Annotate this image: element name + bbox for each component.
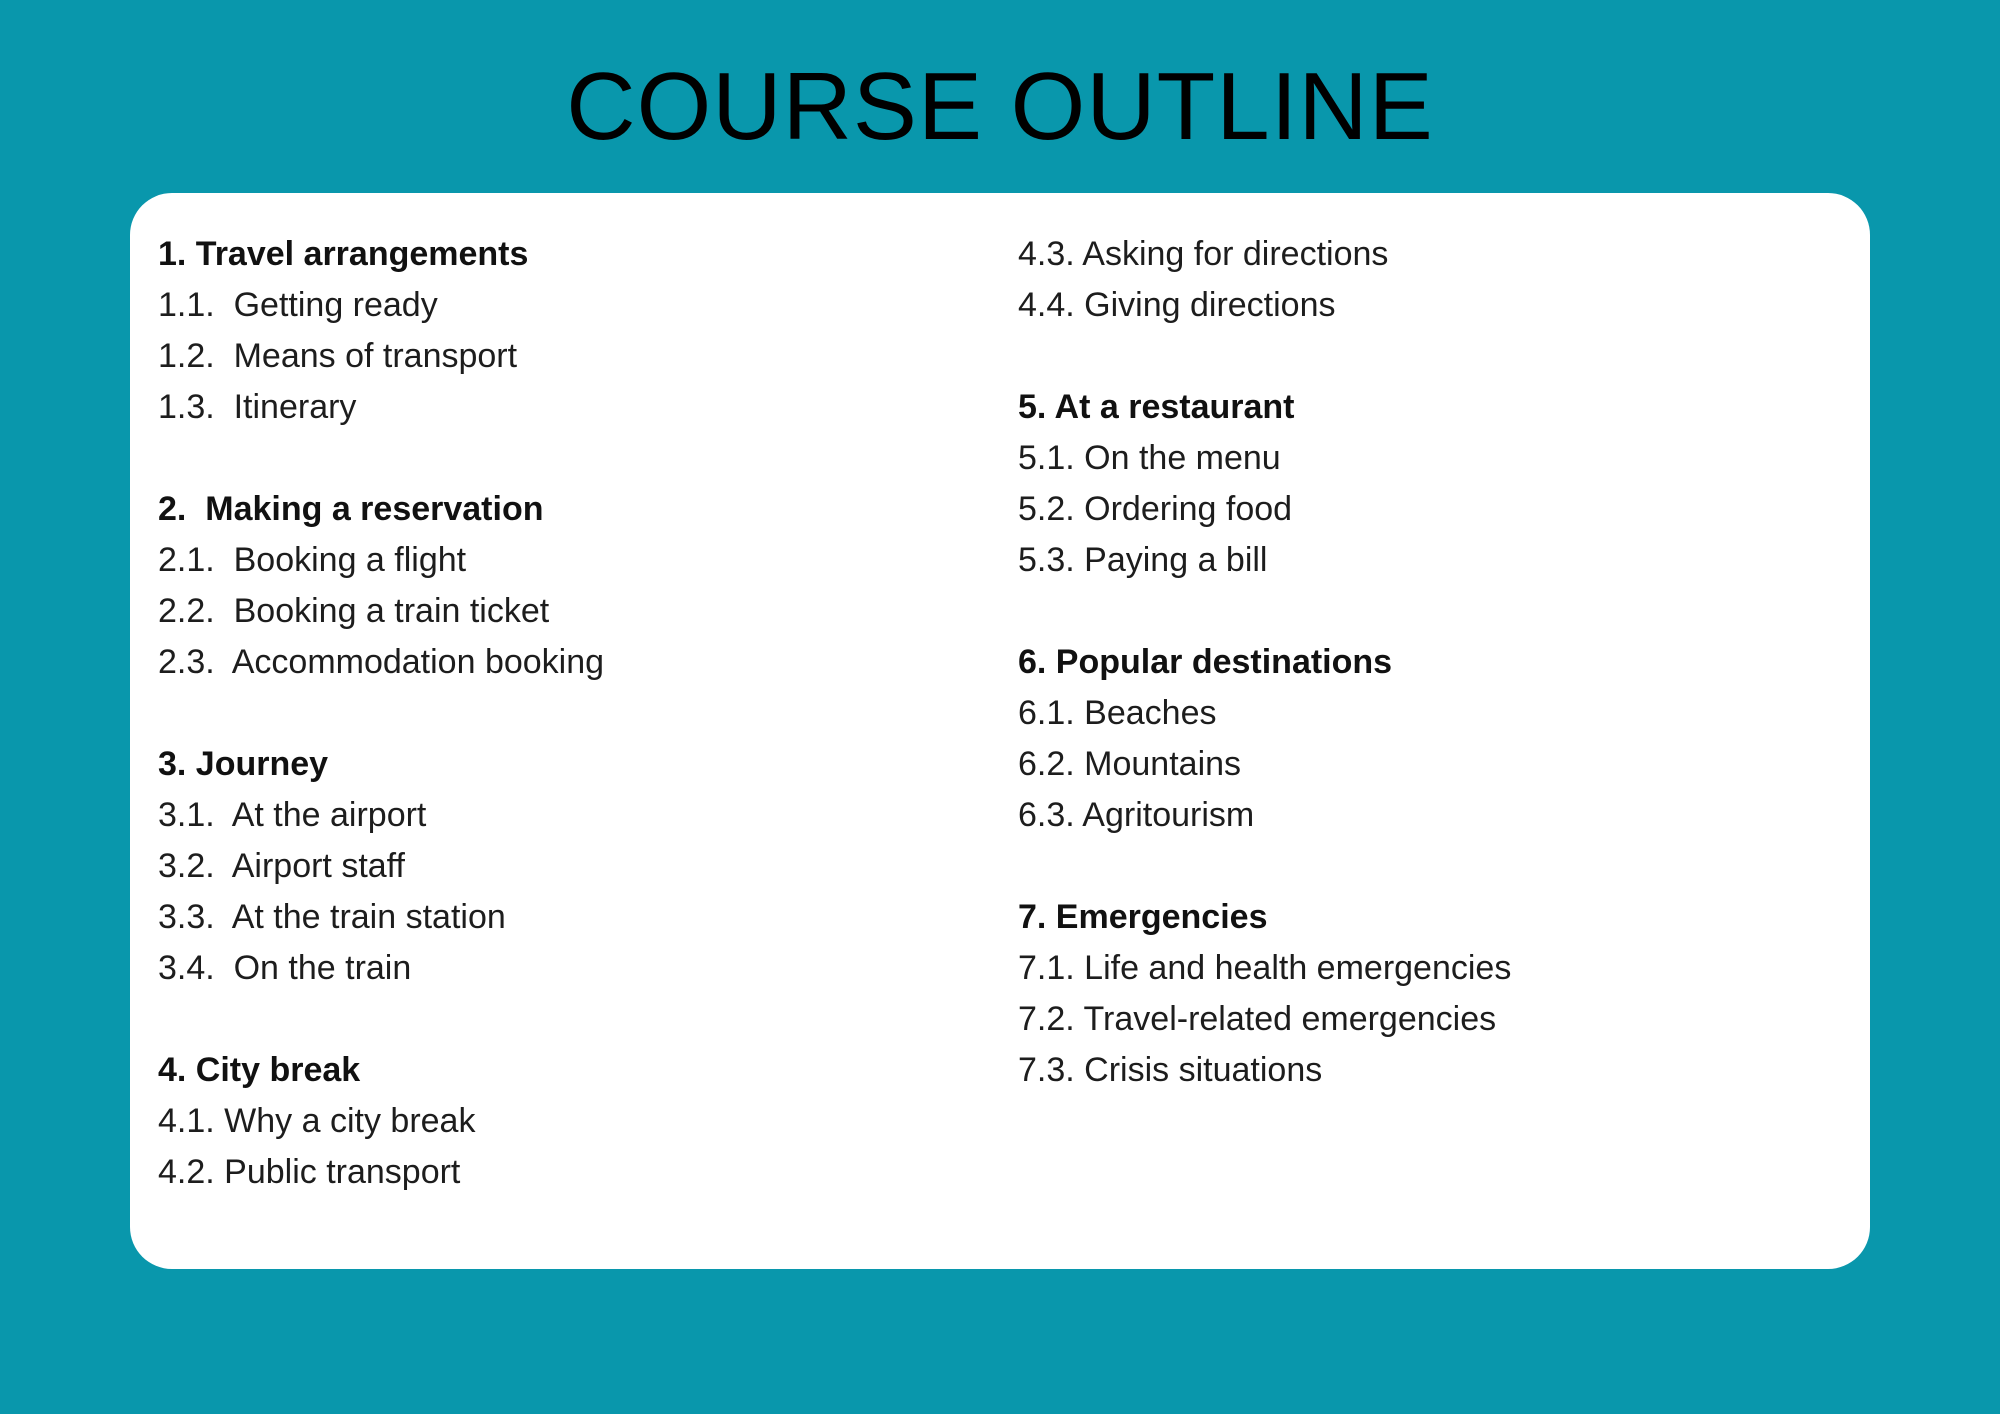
outline-item: 3.2. Airport staff xyxy=(158,847,405,885)
section-travel-arrangements xyxy=(158,229,1018,433)
section-at-a-restaurant xyxy=(1018,382,1840,586)
outline-item: 4.1. Why a city break xyxy=(158,1102,476,1140)
outline-item: 5.1. On the menu xyxy=(1018,439,1281,477)
outline-item: 6.3. Agritourism xyxy=(1018,796,1255,834)
outline-card xyxy=(130,193,1870,1269)
section-city-break-continued xyxy=(1018,229,1840,331)
outline-item: 7.2. Travel-related emergencies xyxy=(1018,1000,1497,1038)
section-heading: 3. Journey xyxy=(158,745,329,783)
outline-item: 1.1. Getting ready xyxy=(158,286,438,324)
section-heading: 2. Making a reservation xyxy=(158,490,544,528)
outline-item: 6.1. Beaches xyxy=(1018,694,1217,732)
outline-item: 1.3. Itinerary xyxy=(158,388,357,426)
outline-item: 3.4. On the train xyxy=(158,949,412,987)
section-journey xyxy=(158,739,1018,994)
section-heading: 7. Emergencies xyxy=(1018,898,1268,936)
outline-column-left xyxy=(158,229,1018,1269)
outline-item: 2.2. Booking a train ticket xyxy=(158,592,550,630)
outline-item: 3.3. At the train station xyxy=(158,898,506,936)
section-heading: 6. Popular destinations xyxy=(1018,643,1393,681)
outline-item: 7.1. Life and health emergencies xyxy=(1018,949,1512,987)
outline-item: 5.2. Ordering food xyxy=(1018,490,1293,528)
page-title: COURSE OUTLINE xyxy=(566,53,1434,160)
outline-item: 4.3. Asking for directions xyxy=(1018,235,1389,273)
outline-item: 1.2. Means of transport xyxy=(158,337,518,375)
section-popular-destinations xyxy=(1018,637,1840,841)
outline-item: 7.3. Crisis situations xyxy=(1018,1051,1323,1089)
section-emergencies xyxy=(1018,892,1840,1096)
section-making-a-reservation xyxy=(158,484,1018,688)
outline-item: 4.2. Public transport xyxy=(158,1153,461,1191)
outline-item: 4.4. Giving directions xyxy=(1018,286,1336,324)
section-city-break xyxy=(158,1045,1018,1198)
section-heading: 5. At a restaurant xyxy=(1018,388,1295,426)
section-heading: 4. City break xyxy=(158,1051,361,1089)
outline-item: 5.3. Paying a bill xyxy=(1018,541,1268,579)
outline-column-right xyxy=(1018,229,1840,1269)
section-heading: 1. Travel arrangements xyxy=(158,235,529,273)
outline-item: 6.2. Mountains xyxy=(1018,745,1242,783)
outline-item: 2.1. Booking a flight xyxy=(158,541,467,579)
outline-item: 3.1. At the airport xyxy=(158,796,427,834)
outline-item: 2.3. Accommodation booking xyxy=(158,643,605,681)
